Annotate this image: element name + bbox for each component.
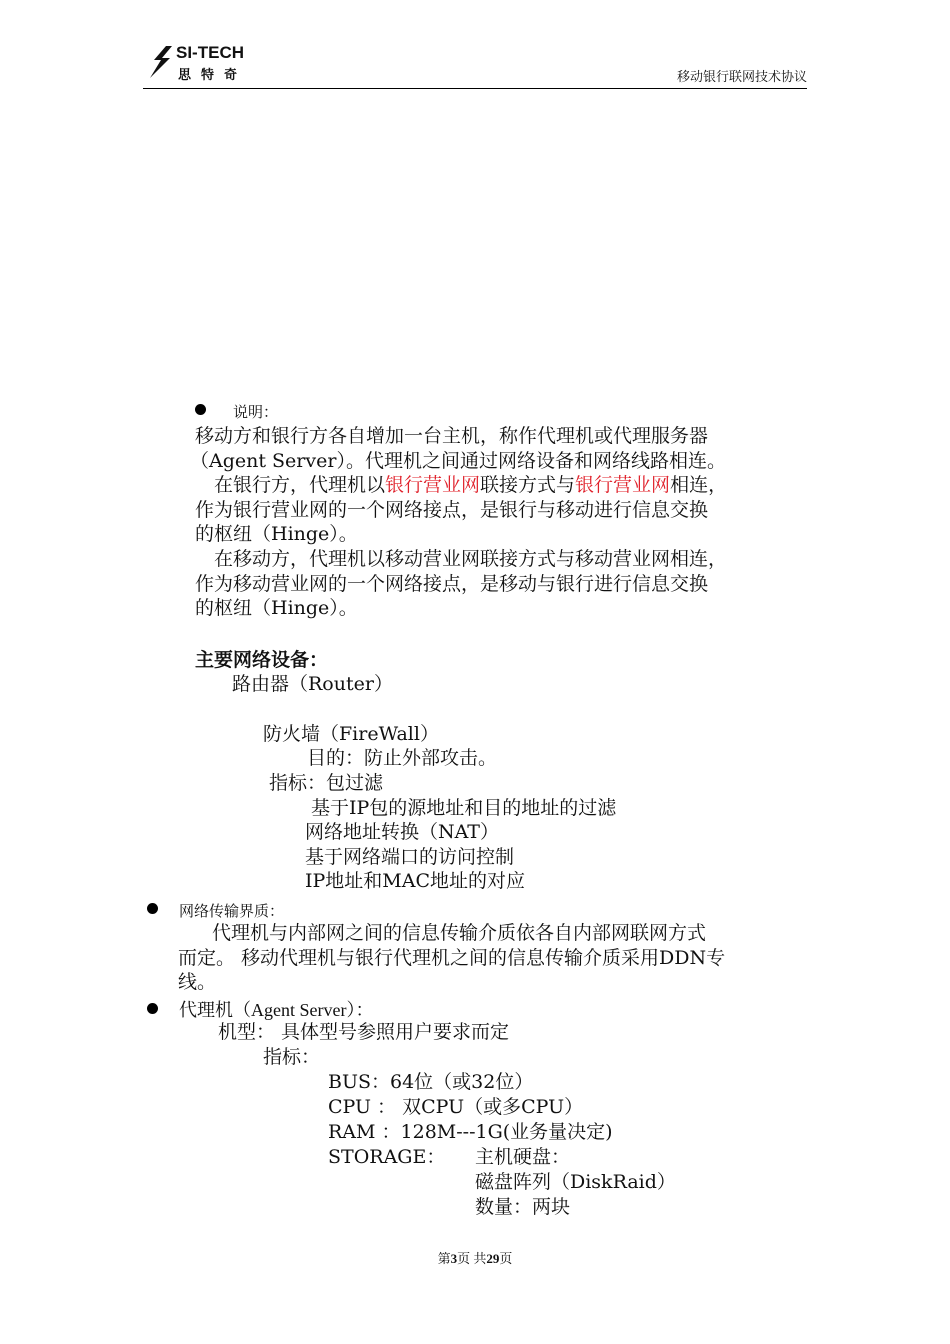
paragraph-line: 的枢纽（Hinge）。 [195,523,358,545]
agent-storage-raid: 磁盘阵列（DiskRaid） [475,1171,676,1193]
header-divider [143,88,807,89]
highlighted-term: 银行营业网 [575,474,671,496]
agent-storage-main: 主机硬盘： [475,1146,571,1168]
bullet-icon [147,903,158,914]
firewall-spec-item: IP地址和MAC地址的对应 [305,870,526,892]
section-heading-explanation: 说明： [233,403,279,421]
firewall-spec-item: 网络地址转换（NAT） [305,821,499,843]
logo-text-en: SI-TECH [176,43,244,62]
agent-spec-cpu: CPU ： 双CPU（或多CPU） [328,1096,584,1118]
agent-spec-storage-label: STORAGE： [328,1146,446,1168]
document-title: 移动银行联网技术协议 [676,70,807,85]
text-run: 相连， [670,474,728,496]
paragraph-line: 代理机与内部网之间的信息传输介质依各自内部网联网方式 [212,922,707,944]
bullet-icon [195,404,206,415]
sitech-logo-icon [146,44,176,80]
paragraph-line: 移动方和银行方各自增加一台主机，称作代理机或代理服务器 [195,425,709,447]
highlighted-term: 银行营业网 [385,474,481,496]
agent-model: 机型： 具体型号参照用户要求而定 [218,1021,510,1043]
agent-spec-label: 指标： [263,1046,321,1068]
device-router: 路由器（Router） [232,673,393,695]
paragraph-line: 而定。 移动代理机与银行代理机之间的信息传输介质采用DDN专 [178,947,726,969]
paragraph-line: 的枢纽（Hinge）。 [195,597,358,619]
agent-spec-bus: BUS：64位（或32位） [328,1071,534,1093]
page-number: 3 [450,1251,458,1266]
firewall-spec-item: 基于网络端口的访问控制 [305,846,515,868]
paragraph-line-highlight [214,473,727,498]
section-heading-devices: 主要网络设备： [195,649,329,671]
page-footer [0,1248,950,1267]
text-run: 联接方式与 [480,474,576,496]
text-run: 在银行方，代理机以 [214,474,386,496]
firewall-spec-item: 基于IP包的源地址和目的地址的过滤 [311,797,617,819]
section-heading-transmission: 网络传输界质： [179,902,285,920]
paragraph-line: 作为移动营业网的一个网络接点，是移动与银行进行信息交换 [195,573,709,595]
agent-spec-ram: RAM ：128M---1G(业务量决定) [328,1121,613,1143]
agent-storage-qty: 数量：两块 [475,1196,571,1218]
footer-text: 第 [437,1251,451,1266]
firewall-spec: 指标：包过滤 [269,772,384,794]
bullet-icon [147,1003,158,1014]
section-heading-agent: 代理机（Agent Server）： [179,1000,374,1020]
logo-text-cn: 思特奇 [178,68,248,83]
footer-text: 页 共 [457,1251,487,1266]
device-firewall: 防火墙（FireWall） [263,723,439,745]
footer-text: 页 [499,1251,513,1266]
paragraph-line: 作为银行营业网的一个网络接点，是银行与移动进行信息交换 [195,499,709,521]
paragraph-line: 在移动方，代理机以移动营业网联接方式与移动营业网相连， [214,548,728,570]
firewall-purpose: 目的：防止外部攻击。 [307,747,498,769]
paragraph-line: 线。 [178,971,217,993]
paragraph-line: （Agent Server）。代理机之间通过网络设备和网络线路相连。 [190,450,726,472]
page-total: 29 [486,1251,500,1266]
